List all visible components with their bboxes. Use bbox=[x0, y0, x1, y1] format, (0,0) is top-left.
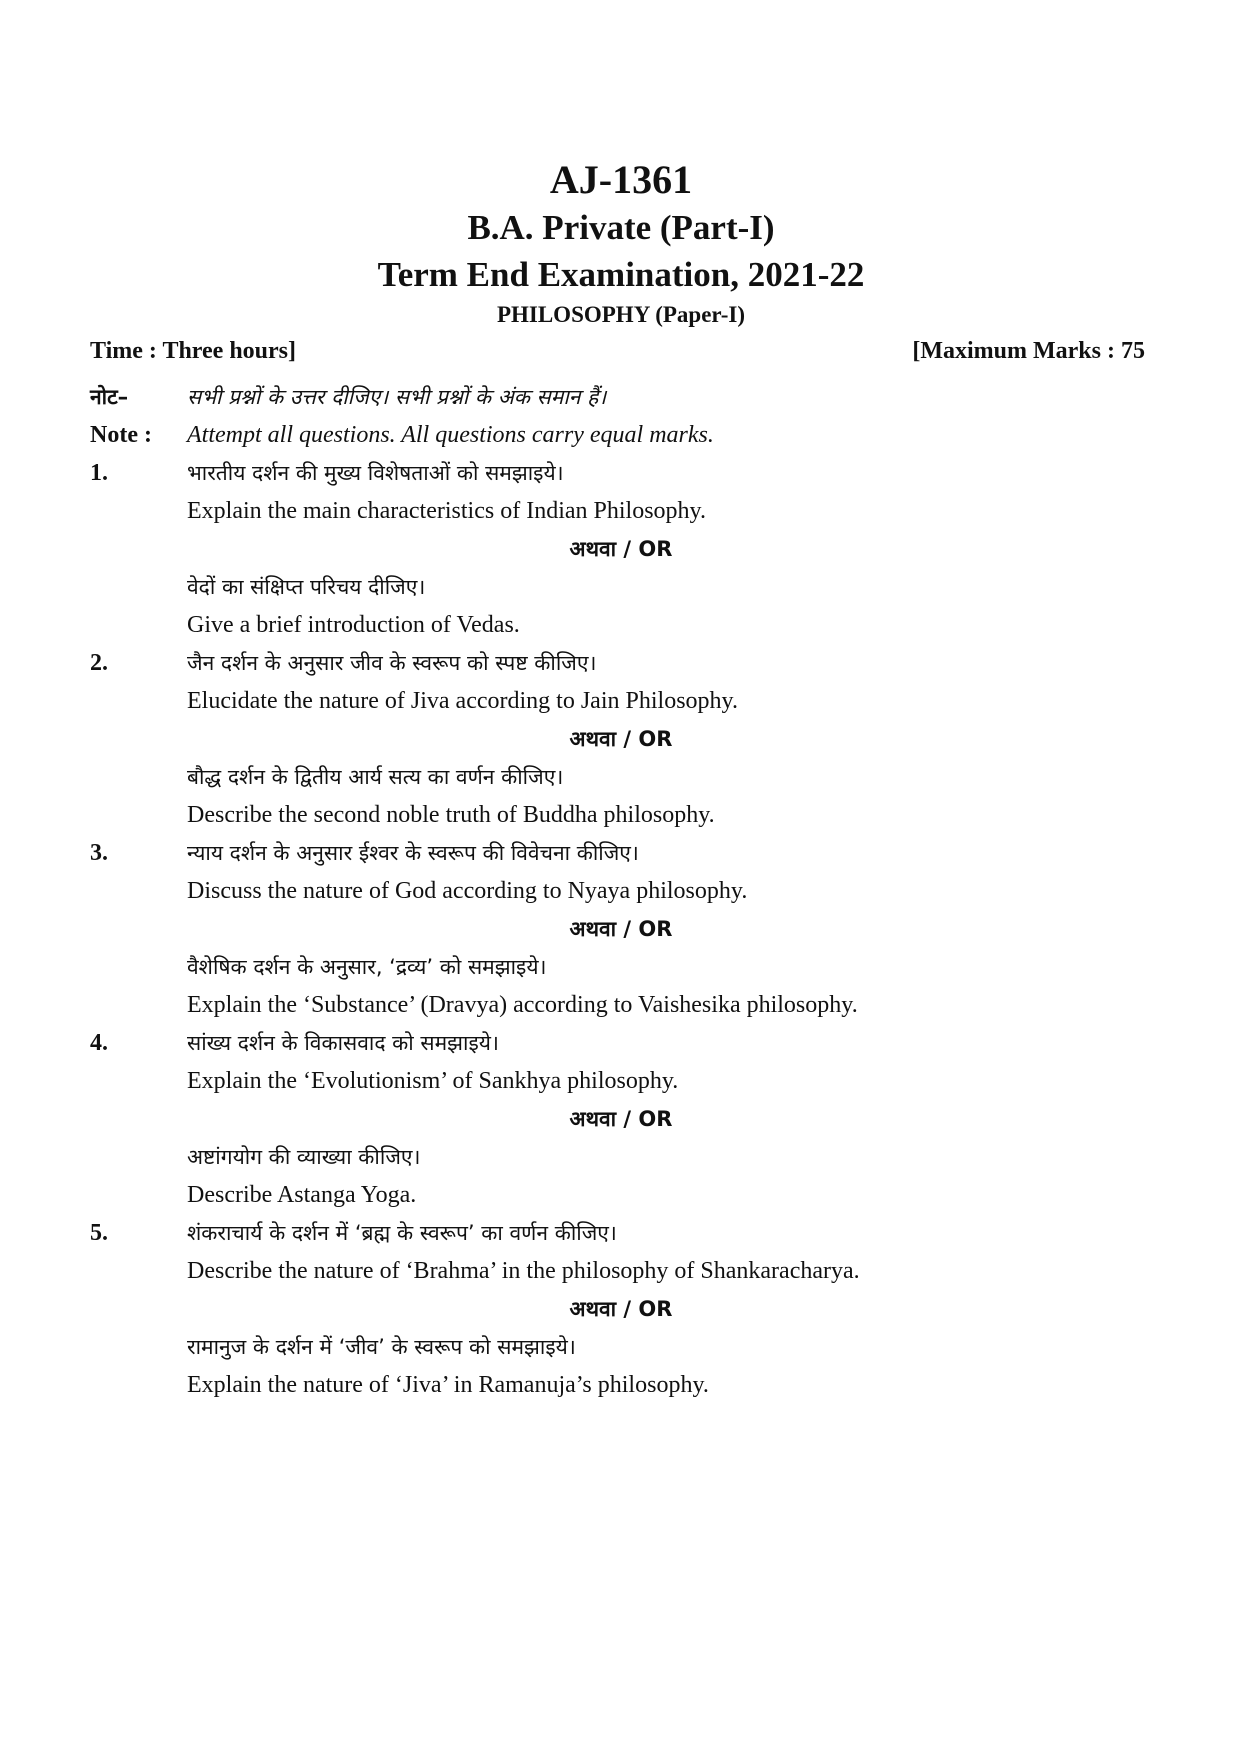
or-divider bbox=[0, 1104, 1242, 1134]
note-text-english: Attempt all questions. All questions carry equal marks. bbox=[187, 422, 714, 448]
question-hindi: शंकराचार्य के दर्शन में ‘ब्रह्म के स्वरूप’ का वर्णन कीजिए। bbox=[187, 1221, 617, 1245]
or-label: अथवा / OR bbox=[569, 537, 673, 561]
alternative-question-hindi: अष्टांगयोग की व्याख्या कीजिए। bbox=[187, 1145, 421, 1169]
question-number: 1. bbox=[90, 460, 108, 486]
question-english: Explain the main characteristics of Indian Philosophy. bbox=[187, 498, 706, 524]
question-english: Explain the ‘Evolutionism’ of Sankhya philosophy. bbox=[187, 1068, 679, 1094]
alternative-question-english: Give a brief introduction of Vedas. bbox=[187, 612, 520, 638]
question-number: 3. bbox=[90, 840, 108, 866]
or-divider bbox=[0, 914, 1242, 944]
or-divider bbox=[0, 534, 1242, 564]
question-english: Elucidate the nature of Jiva according to Jain Philosophy. bbox=[187, 688, 738, 714]
question-english: Discuss the nature of God according to Nyaya philosophy. bbox=[187, 878, 748, 904]
question-hindi: न्याय दर्शन के अनुसार ईश्वर के स्वरूप की विवेचना कीजिए। bbox=[187, 841, 639, 865]
question-hindi: भारतीय दर्शन की मुख्य विशेषताओं को समझाइये। bbox=[187, 461, 564, 485]
question-number: 4. bbox=[90, 1030, 108, 1056]
course-title: B.A. Private (Part-I) bbox=[467, 208, 775, 247]
or-label: अथवा / OR bbox=[569, 727, 673, 751]
subject-title: PHILOSOPHY (Paper-I) bbox=[496, 302, 746, 327]
note-label-hindi: नोट– bbox=[90, 385, 129, 409]
alternative-question-hindi: रामानुज के दर्शन में ‘जीव’ के स्वरूप को समझाइये। bbox=[187, 1335, 576, 1359]
time-allowed: Time : Three hours] bbox=[90, 338, 297, 364]
or-divider bbox=[0, 1294, 1242, 1324]
or-label: अथवा / OR bbox=[569, 1107, 673, 1131]
note-label-english: Note : bbox=[90, 422, 152, 448]
question-number: 5. bbox=[90, 1220, 108, 1246]
question-hindi: सांख्य दर्शन के विकासवाद को समझाइये। bbox=[187, 1031, 499, 1055]
question-number: 2. bbox=[90, 650, 108, 676]
alternative-question-english: Describe the second noble truth of Buddha philosophy. bbox=[187, 802, 715, 828]
or-label: अथवा / OR bbox=[569, 1297, 673, 1321]
alternative-question-english: Explain the nature of ‘Jiva’ in Ramanuja’s philosophy. bbox=[187, 1372, 709, 1398]
alternative-question-english: Describe Astanga Yoga. bbox=[187, 1182, 417, 1208]
or-label: अथवा / OR bbox=[569, 917, 673, 941]
question-hindi: जैन दर्शन के अनुसार जीव के स्वरूप को स्पष्ट कीजिए। bbox=[187, 651, 597, 675]
note-text-hindi: सभी प्रश्नों के उत्तर दीजिए। सभी प्रश्नों के अंक समान हैं। bbox=[187, 385, 607, 409]
alternative-question-hindi: बौद्ध दर्शन के द्वितीय आर्य सत्य का वर्णन कीजिए। bbox=[187, 765, 564, 789]
alternative-question-hindi: वैशेषिक दर्शन के अनुसार, ‘द्रव्य’ को समझाइये। bbox=[187, 955, 547, 979]
or-divider bbox=[0, 724, 1242, 754]
question-english: Describe the nature of ‘Brahma’ in the philosophy of Shankaracharya. bbox=[187, 1258, 860, 1284]
alternative-question-english: Explain the ‘Substance’ (Dravya) according to Vaishesika philosophy. bbox=[187, 992, 858, 1018]
paper-code: AJ-1361 bbox=[549, 157, 693, 202]
maximum-marks: [Maximum Marks : 75 bbox=[912, 338, 1145, 364]
exam-title: Term End Examination, 2021-22 bbox=[377, 255, 865, 294]
alternative-question-hindi: वेदों का संक्षिप्त परिचय दीजिए। bbox=[187, 575, 426, 599]
